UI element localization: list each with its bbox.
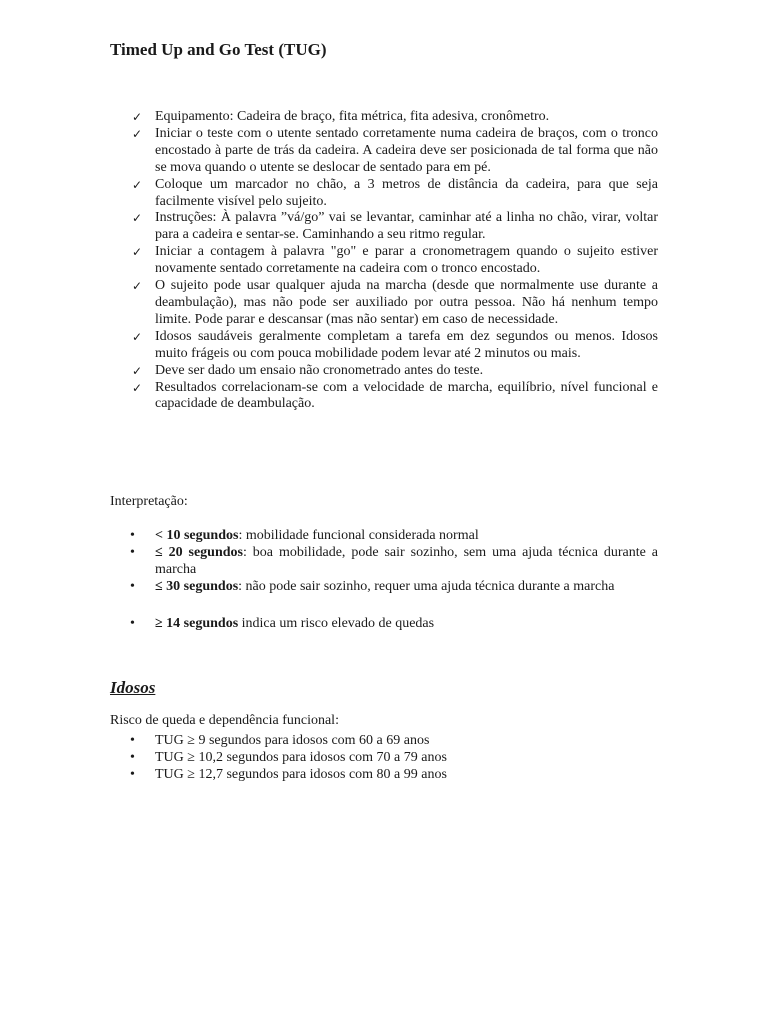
threshold-description: indica um risco elevado de quedas (238, 616, 435, 631)
elderly-thresholds-list (130, 732, 658, 783)
checkmark-icon: ✓ (132, 279, 143, 294)
checklist-item (132, 210, 658, 244)
bullet-icon: • (130, 750, 135, 765)
procedure-checklist (132, 109, 658, 413)
checklist-item (132, 126, 658, 177)
threshold-description: : boa mobilidade, pode sair sozinho, sem uma ajuda técnica durante a marcha (155, 545, 658, 577)
page-title: Timed Up and Go Test (TUG) (110, 40, 327, 59)
threshold-label: ≤ 30 segundos (155, 579, 239, 594)
bullet-icon: • (130, 528, 135, 543)
elderly-threshold-item (130, 766, 658, 783)
fall-risk-item (130, 615, 658, 632)
threshold-description: : não pode sair sozinho, requer uma ajuda técnica durante a marcha (238, 579, 615, 594)
interpretation-item (130, 578, 658, 595)
risk-intro-text: Risco de queda e dependência funcional: (110, 713, 339, 728)
checklist-item (132, 278, 658, 329)
checklist-item (132, 363, 658, 380)
checklist-item (132, 109, 658, 126)
checkmark-icon: ✓ (132, 177, 143, 192)
bullet-icon: • (130, 545, 135, 560)
checklist-item-text: Resultados correlacionam-se com a velocidade de marcha, equilíbrio, nível funcional e capacidade de deambulação. (155, 379, 658, 412)
checklist-item (132, 177, 658, 211)
checklist-item-text: Deve ser dado um ensaio não cronometrado antes do teste. (155, 362, 484, 378)
elderly-threshold-item (130, 732, 658, 749)
checklist-item-text: Equipamento: Cadeira de braço, fita métrica, fita adesiva, cronômetro. (155, 109, 550, 124)
elderly-threshold-text: TUG ≥ 12,7 segundos para idosos com 80 a 99 anos (155, 767, 447, 782)
section-heading-idosos: Idosos (110, 678, 156, 697)
threshold-description: : mobilidade funcional considerada normal (238, 528, 479, 543)
fall-risk-list (130, 615, 658, 632)
checklist-item-text: Iniciar o teste com o utente sentado corretamente numa cadeira de braços, com o tronco encostado à parte de trás da cadeira. A cadeira deve ser posicionada de tal forma que não se mova quando o utente se deslocar de sentado para em pé. (155, 125, 658, 175)
interpretation-label: Interpretação: (110, 494, 188, 509)
checklist-item (132, 329, 658, 363)
interpretation-list (130, 527, 658, 595)
interpretation-item (130, 527, 658, 544)
interpretation-item (130, 544, 658, 578)
checkmark-icon: ✓ (132, 363, 143, 378)
checklist-item-text: O sujeito pode usar qualquer ajuda na marcha (desde que normalmente use durante a deambulação), mas não pode ser auxiliado por outra pessoa. Não há nenhum tempo limite. Pode parar e descansar (mas não sentar) em caso de necessidade. (155, 278, 658, 327)
checkmark-icon: ✓ (132, 245, 143, 260)
threshold-label: ≥ 14 segundos (155, 616, 239, 631)
checklist-item-text: Coloque um marcador no chão, a 3 metros de distância da cadeira, para que seja facilmente visível pelo sujeito. (155, 176, 658, 209)
bullet-icon: • (130, 733, 135, 748)
checkmark-icon: ✓ (132, 126, 143, 141)
bullet-icon: • (130, 579, 135, 594)
checklist-item (132, 244, 658, 278)
checkmark-icon: ✓ (132, 329, 143, 344)
checklist-item-text: Idosos saudáveis geralmente completam a tarefa em dez segundos ou menos. Idosos muito frágeis ou com pouca mobilidade podem levar até 2 minutos ou mais. (155, 328, 658, 361)
checkmark-icon: ✓ (132, 110, 143, 124)
elderly-threshold-item (130, 749, 658, 766)
elderly-threshold-text: TUG ≥ 9 segundos para idosos com 60 a 69 anos (155, 733, 430, 748)
threshold-label: < 10 segundos (155, 528, 239, 543)
checklist-item (132, 380, 658, 414)
bullet-icon: • (130, 616, 135, 631)
checklist-item-text: Instruções: À palavra ”vá/go” vai se levantar, caminhar até a linha no chão, virar, voltar para a cadeira e sentar-se. Caminhando a seu ritmo regular. (155, 210, 658, 243)
checkmark-icon: ✓ (132, 211, 143, 226)
checklist-item-text: Iniciar a contagem à palavra "go" e parar a cronometragem quando o sujeito estiver novamente sentado corretamente na cadeira com o tronco encostado. (155, 244, 658, 277)
bullet-icon: • (130, 767, 135, 782)
checkmark-icon: ✓ (132, 380, 143, 395)
elderly-threshold-text: TUG ≥ 10,2 segundos para idosos com 70 a 79 anos (155, 750, 447, 765)
threshold-label: ≤ 20 segundos (155, 545, 243, 560)
